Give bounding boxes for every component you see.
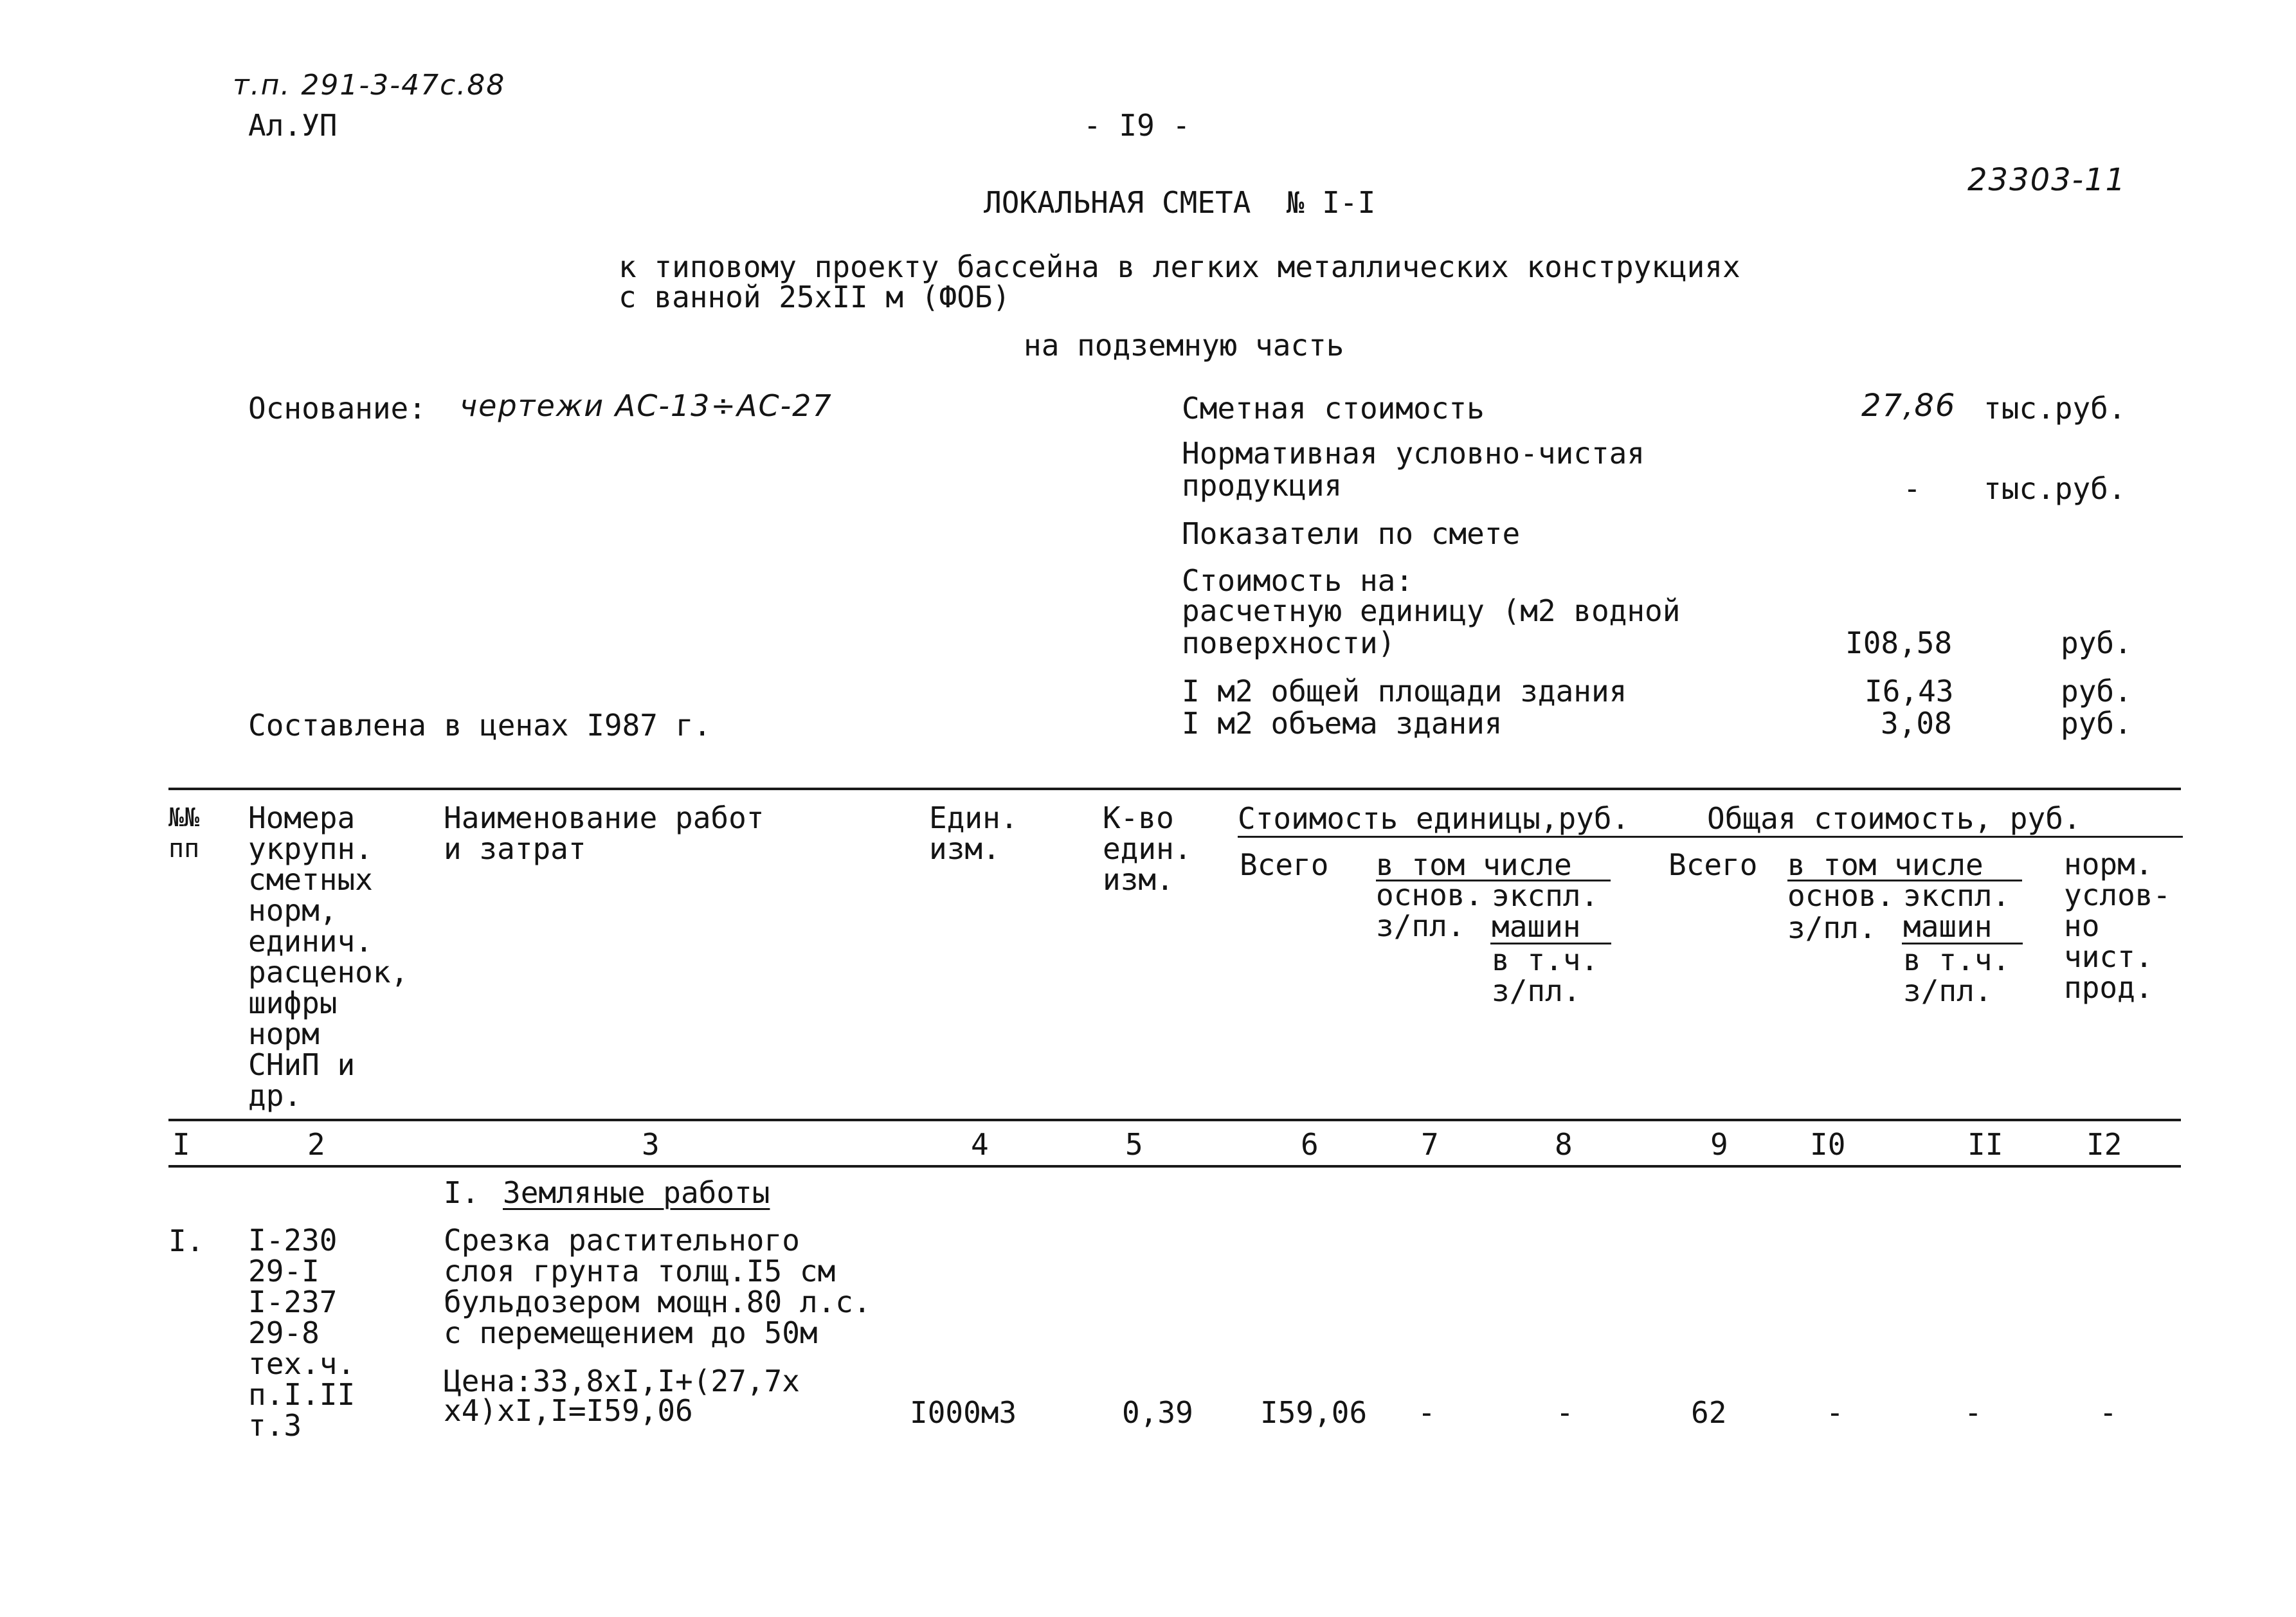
header-unit-total: Всего — [1240, 847, 1329, 882]
area-label: I м2 общей площади здания — [1182, 674, 1627, 709]
header-sum-machines-2: машин — [1903, 909, 1993, 944]
header-col4: Един. изм. — [929, 800, 1018, 866]
row-price-calc: Цена:33,8хI,I+(27,7х х4)хI,I=I59,06 — [444, 1364, 800, 1428]
header-unit-incl: в том числе — [1376, 847, 1572, 882]
row-norm-product: - — [2099, 1395, 2117, 1430]
column-number-3: 3 — [642, 1127, 660, 1162]
column-number-10: I0 — [1810, 1127, 1846, 1162]
header-col2: Номера укрупн. сметных норм, единич. расценок, шифры норм СНиП и др. — [248, 800, 409, 1113]
volume-label: I м2 объема здания — [1182, 706, 1503, 741]
header-norm-product: норм. услов- но чист. прод. — [2064, 847, 2171, 1005]
header-unit-cost-group: Стоимость единицы,руб. — [1238, 801, 1630, 836]
row-unit-total: I59,06 — [1260, 1395, 1368, 1430]
column-number-8: 8 — [1555, 1127, 1573, 1162]
document-number: 23303-11 — [1967, 162, 2127, 198]
header-total-cost-group: Общая стоимость, руб. — [1707, 801, 2081, 836]
column-number-9: 9 — [1710, 1127, 1728, 1162]
unit-unit: руб. — [2061, 626, 2132, 660]
project-code: т.п. 291-3-47с.88 — [233, 69, 506, 102]
product-unit: тыс.руб. — [1984, 471, 2126, 506]
row-codes: I-230 29-I I-237 29-8 тех.ч. п.I.II т.3 — [248, 1223, 356, 1443]
column-number-5: 5 — [1125, 1127, 1143, 1162]
volume-unit: руб. — [2061, 706, 2132, 741]
table-numbers-rule — [168, 1165, 2181, 1168]
header-unit-incl-wage-1: в т.ч. — [1492, 943, 1599, 977]
header-col1: №№ пп — [168, 803, 200, 863]
unit-value: I08,58 — [1845, 626, 1953, 660]
column-number-12: I2 — [2086, 1127, 2122, 1162]
row-qty: 0,39 — [1122, 1395, 1193, 1430]
column-number-4: 4 — [971, 1127, 989, 1162]
header-sum-incl-wage-1: в т.ч. — [1903, 943, 2011, 977]
cost-label: Сметная стоимость — [1182, 391, 1485, 426]
table-header-rule — [168, 1119, 2181, 1121]
indicators-label: Показатели по смете — [1182, 516, 1521, 551]
estimate-title: ЛОКАЛЬНАЯ СМЕТА № I-I — [984, 185, 1376, 220]
row-sum-machines: - — [1964, 1395, 1982, 1430]
product-label-1: Нормативная условно-чистая — [1182, 436, 1645, 471]
area-unit: руб. — [2061, 674, 2132, 709]
section-number: I. — [444, 1175, 480, 1210]
header-unit-machines-2: машин — [1492, 909, 1581, 944]
product-value: - — [1903, 471, 1921, 506]
estimate-subtitle-line1: к типовому проекту бассейна в легких металлических конструкциях — [619, 249, 1740, 284]
column-number-6: 6 — [1301, 1127, 1319, 1162]
row-unit: I000м3 — [910, 1395, 1017, 1430]
row-sum-total: 62 — [1691, 1395, 1727, 1430]
cost-value: 27,86 — [1861, 388, 1957, 424]
header-sum-incl-wage-2: з/пл. — [1903, 973, 1993, 1008]
column-number-11: II — [1967, 1127, 2003, 1162]
header-group-rule — [1238, 836, 2183, 838]
album-label: Ал.УП — [248, 108, 338, 143]
cost-unit: тыс.руб. — [1984, 391, 2126, 426]
column-number-7: 7 — [1421, 1127, 1439, 1162]
header-sum-machines-1: экспл. — [1903, 878, 2011, 913]
product-label-2: продукция — [1182, 468, 1342, 503]
header-unit-machines-1: экспл. — [1492, 878, 1599, 913]
header-col5: К-во един. изм. — [1103, 800, 1192, 897]
basis-label: Основание: — [248, 391, 426, 426]
header-sum-basic-wage: основ. з/пл. — [1787, 878, 1895, 945]
header-unit-incl-wage-2: з/пл. — [1492, 973, 1581, 1008]
header-sum-total: Всего — [1668, 847, 1758, 882]
estimate-part: на подземную часть — [1024, 328, 1344, 363]
row-sum-wage: - — [1826, 1395, 1844, 1430]
page-number: - I9 - — [1083, 108, 1191, 143]
row-number: I. — [168, 1224, 204, 1258]
price-level-note: Составлена в ценах I987 г. — [248, 708, 712, 743]
cost-per-label: Стоимость на: — [1182, 563, 1414, 598]
column-number-1: I — [172, 1127, 190, 1162]
section-title: Земляные работы — [503, 1175, 770, 1210]
row-unit-machines: - — [1556, 1395, 1574, 1430]
row-work-name: Срезка растительного слоя грунта толщ.I5 см бульдозером мощн.80 л.с. с перемещением до 50м — [444, 1223, 871, 1350]
column-number-2: 2 — [307, 1127, 325, 1162]
unit-label-1: расчетную единицу (м2 водной — [1182, 593, 1681, 628]
estimate-subtitle-line2: с ванной 25хII м (ФОБ) — [619, 280, 1011, 314]
header-col3: Наименование работ и затрат — [444, 800, 764, 866]
header-unit-basic-wage: основ. з/пл. — [1376, 878, 1483, 943]
table-top-rule — [168, 788, 2181, 790]
basis-value: чертежи АС-13÷АС-27 — [460, 388, 833, 423]
header-sum-incl: в том числе — [1787, 847, 1984, 882]
volume-value: 3,08 — [1881, 706, 1952, 741]
unit-label-2: поверхности) — [1182, 626, 1396, 660]
area-value: I6,43 — [1865, 674, 1954, 709]
row-unit-wage: - — [1418, 1395, 1436, 1430]
